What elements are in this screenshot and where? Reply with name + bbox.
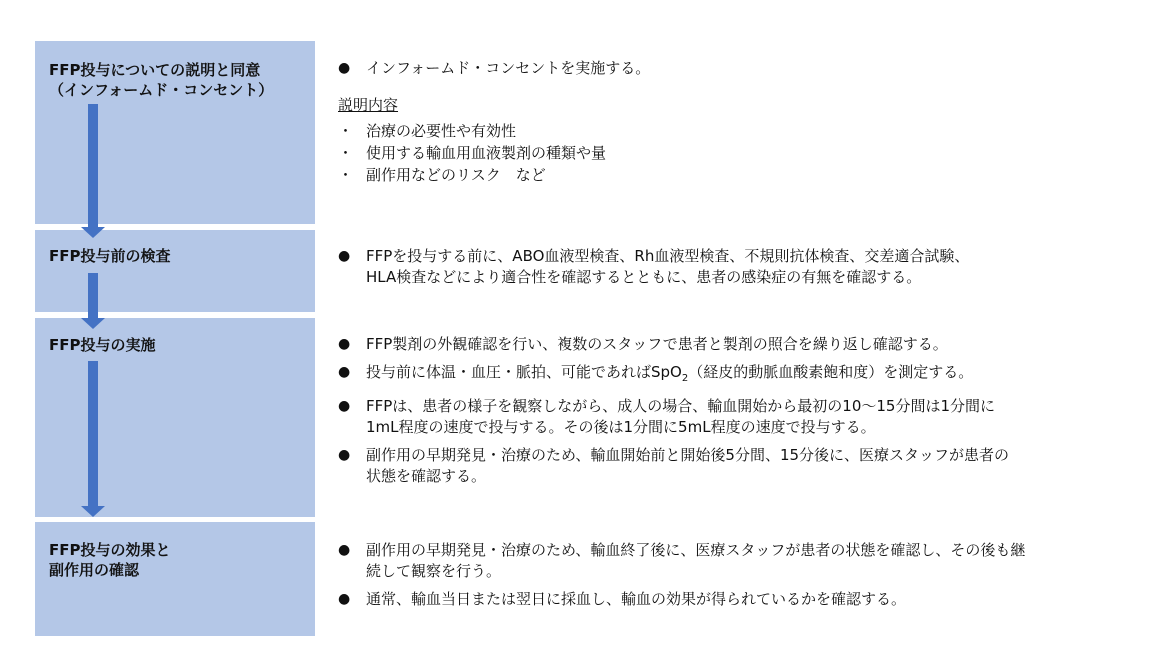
step-title: FFP投与の実施 (49, 336, 156, 354)
step-box-consent (35, 41, 315, 224)
bullet-item: ● 副作用の早期発見・治療のため、輸血終了後に、医療スタッフが患者の状態を確認し、その後も継 続して観察を行う。 (338, 540, 1025, 582)
bullet-item: ● 副作用の早期発見・治療のため、輸血開始前と開始後5分間、15分後に、医療スタッフが患者の 状態を確認する。 (338, 445, 1009, 487)
subheading: 説明内容 (338, 96, 399, 114)
step-box-effect-check (35, 522, 315, 636)
step-content-pretest (338, 246, 969, 295)
flow-arrow-icon (88, 273, 98, 319)
bullet-item: ● 通常、輸血当日または翌日に採血し、輸血の効果が得られているかを確認する。 (338, 589, 1025, 610)
bullet-item: ● FFPは、患者の様子を観察しながら、成人の場合、輸血開始から最初の10～15分間は1分間に 1mL程度の速度で投与する。その後は1分間に5mL程度の速度で投与する。 (338, 396, 1009, 438)
step-title: FFP投与の効果と 副作用の確認 (49, 541, 171, 579)
bullet-item: ● 投与前に体温・血圧・脈拍、可能であればSpO$_2$（経皮的動脈血酸素飽和度）を測定する。 (338, 362, 1009, 389)
sub-item: ・ 副作用などのリスク など (338, 164, 650, 186)
step-box-pretest (35, 230, 315, 312)
sub-item: ・ 治療の必要性や有効性 (338, 120, 650, 142)
step-title: FFP投与前の検査 (49, 247, 171, 265)
flow-arrow-icon (88, 361, 98, 507)
step-box-administration (35, 318, 315, 517)
bullet-item: ● FFPを投与する前に、ABO血液型検査、Rh血液型検査、不規則抗体検査、交差適合試験、 HLA検査などにより適合性を確認するとともに、患者の感染症の有無を確認する。 (338, 246, 969, 288)
bullet-item: ● FFP製剤の外観確認を行い、複数のスタッフで患者と製剤の照合を繰り返し確認する。 (338, 334, 1009, 355)
step-content-administration (338, 334, 1009, 494)
flow-arrow-icon (88, 104, 98, 228)
bullet-item: ● インフォームド・コンセントを実施する。 (338, 58, 650, 79)
sub-item: ・ 使用する輸血用血液製剤の種類や量 (338, 142, 650, 164)
step-title: FFP投与についての説明と同意 （インフォームド・コンセント） (49, 61, 274, 99)
step-content-consent (338, 58, 650, 186)
step-content-effect-check (338, 540, 1025, 617)
